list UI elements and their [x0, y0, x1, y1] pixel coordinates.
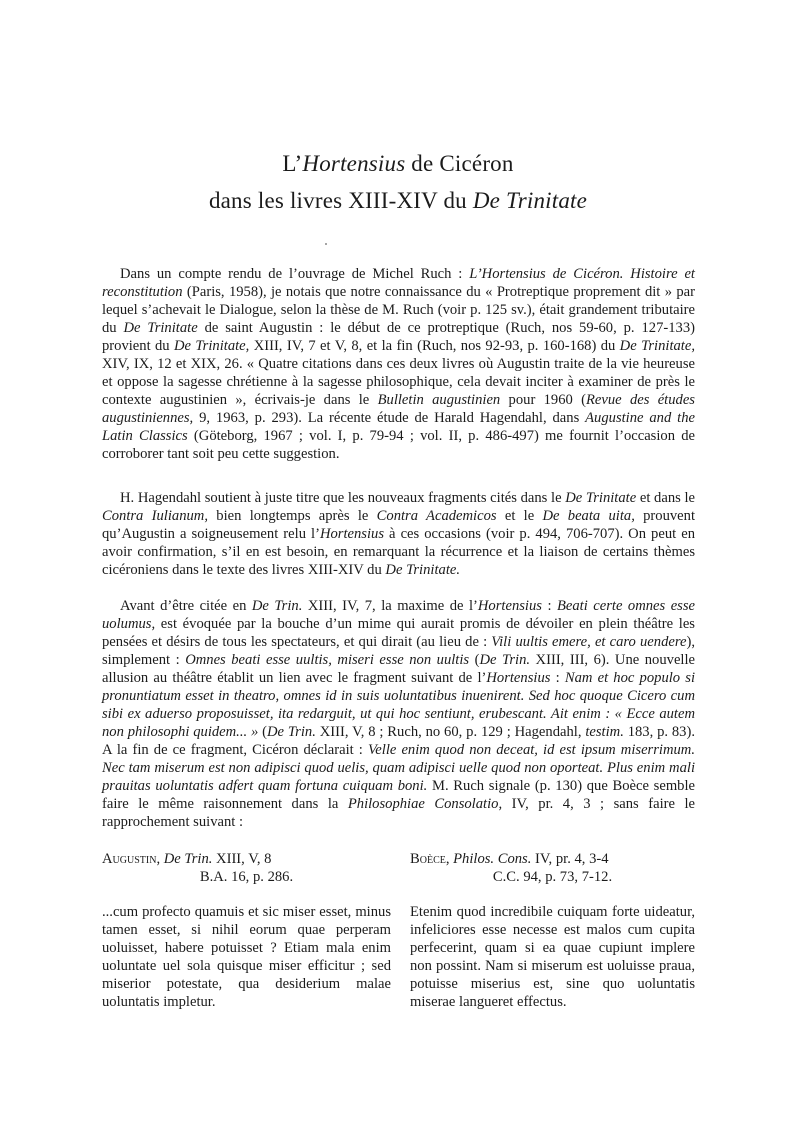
paragraph-3 [102, 597, 695, 831]
augustin-reference [102, 850, 391, 868]
augustin-quote: ...cum profecto quamuis et sic miser esset, minus tamen esset, si nihil eorum quae perperam uoluisset, habere potuisset ? Etiam mala enim uoluntate uel sola quisque miser efficitur ; sed miserior potestate, qua desiderium malae uoluntatis impletur. [102, 904, 391, 1010]
text-run: XIV, IX, 12 et XIX, 26. « Quatre citations dans ces deux livres où Augustin traite de la vie heureuse et oppose la sagesse chrétienne à la sagesse philosophique, cela devait inciter à examiner de près le contexte augustinien », écrivais-je dans le [102, 356, 695, 408]
italic-run: Philos. Cons. [453, 851, 532, 867]
text-run: 9, 1963, p. 293). La récente étude de Harald Hagendahl, dans [193, 410, 586, 426]
italic-run: Augustine and the Latin Classics [102, 410, 695, 444]
italic-run: De Trin. [251, 598, 303, 614]
text-run: bien longtemps après le [208, 508, 377, 524]
author-name: Augustin [102, 851, 157, 867]
text-run: M. Ruch signale (p. 130) que Boèce semble faire le même raisonnement dans la [102, 778, 695, 812]
italic-run: Hortensius [319, 526, 385, 542]
italic-run: De Trinitate. [385, 562, 460, 578]
text-run: XIII, V, 8 [212, 851, 272, 867]
text-run: : [541, 598, 557, 614]
text-run: Avant d’être citée en [120, 598, 252, 614]
italic-run: De Trin. [479, 652, 531, 668]
text-run: est évoquée par la bouche d’un mime qui aurait promis de dévoiler en plein théâtre les pensées et désirs de tous les spectateurs, et qui dirait (au lieu de : [102, 616, 695, 650]
italic-run: De Trinitate, [619, 338, 695, 354]
italic-run: Omnes beati esse uultis, miseri esse non uultis [185, 652, 470, 668]
italic-run: Contra Academicos [376, 508, 497, 524]
italic-run: Velle enim quod non deceat, id est ipsum miserrimum. Nec tam miserum est non adipisci quod uelis, quam adipisci uelle quod non oporteat. Plus enim mali prauitas uoluntatis adfert quam fortuna cuiquam boni. [102, 742, 695, 794]
italic-run: L’Hortensius de Cicéron. Histoire et reconstitution [102, 266, 695, 300]
text-run: , [445, 851, 454, 867]
paragraph-2 [102, 489, 695, 579]
italic-run: De Trin. [163, 851, 213, 867]
text-run: XIII, V, 8 ; Ruch, no 60, p. 129 ; Hagendahl, [315, 724, 586, 740]
italic-run: Contra Iulianum, [102, 508, 208, 524]
italic-run: De Trinitate [565, 490, 637, 506]
column-boece [410, 850, 695, 1011]
title-de-trinitate: De Trinitate [472, 188, 588, 213]
boece-quote: Etenim quod incredibile cuiquam forte uideatur, infeliciores esse necesse est malos cum cupita perfecerint, quam si ea quae cupiunt implere non possint. Nam si miserum est uoluisse praua, potuisse miserius est, sine quo uoluntatis miserae langueret effectus. [410, 904, 695, 1010]
text-run: ( [469, 652, 480, 668]
text-run: et le [496, 508, 543, 524]
italic-run: Hortensius [477, 598, 542, 614]
italic-run: Beati certe omnes esse uolumus, [102, 598, 696, 632]
text-run: : [550, 670, 565, 686]
text-run: IV, pr. 4, 3-4 [531, 851, 609, 867]
italic-run: Nam et hoc populo si pronuntiatum esset in theatro, omnes id in suis uoluntatibus inuenirent. Sed hoc quoque Cicero cum sibi ex aduerso proposuisset, ita redarguit, ut qui hoc sentiunt, erubescant. Ait enim : « Ecce autem non philosophi quidem... » [102, 670, 695, 740]
text-run: XIII, III, 6). Une nouvelle allusion au théâtre établit un lien avec le fragment suivant de l’ [102, 652, 696, 686]
title-suffix: de Cicéron [405, 151, 514, 176]
text-run: de saint Augustin : le début de ce protreptique (Ruch, nos 59-60, p. 127-133) provient du [102, 320, 695, 354]
italic-run: Revue des études augustiniennes, [102, 392, 695, 426]
boece-reference [410, 850, 695, 868]
text-run: IV, pr. 4, 3 ; sans faire le rapprochement suivant : [102, 796, 695, 830]
text-run: prouvent qu’Augustin a soigneusement relu l’ [102, 508, 696, 542]
text-run: ), simplement : [102, 634, 695, 668]
italic-run: De beata uita, [542, 508, 635, 524]
italic-run: Philosophiae Consolatio, [347, 796, 503, 812]
italic-run: Vili uultis emere, et caro uendere [491, 634, 687, 650]
title-books: dans les livres XIII-XIV du [208, 188, 473, 213]
text-run: H. Hagendahl soutient à juste titre que les nouveaux fragments cités dans le [120, 490, 566, 506]
italic-run: Bulletin augustinien [377, 392, 501, 408]
text-run: et dans le [636, 490, 695, 506]
text-run: Dans un compte rendu de l’ouvrage de Michel Ruch : [120, 266, 470, 282]
boece-edition: C.C. 94, p. 73, 7-12. [492, 869, 613, 885]
italic-run: testim. [585, 724, 624, 740]
italic-run: De Trin. [267, 724, 316, 740]
text-run: (Paris, 1958), je notais que notre connaissance du « Protreptique proprement dit » par lequel s’achevait le Dialogue, selon la thèse de M. Ruch (voir p. 125 sv.), était grandement tributaire du [102, 284, 695, 336]
article-title-line-2 [0, 187, 796, 215]
italic-run: Hortensius [486, 670, 551, 686]
text-run: 183, p. 83). A la fin de ce fragment, Cicéron déclarait : [102, 724, 695, 758]
ornament-dot [325, 243, 327, 245]
column-augustin [102, 850, 391, 1011]
text-run: pour 1960 ( [500, 392, 586, 408]
text-run: , [156, 851, 164, 867]
article-title-line-1 [0, 150, 796, 178]
italic-run: De Trinitate [123, 320, 198, 336]
title-prefix: L’ [282, 151, 303, 176]
text-run: (Göteborg, 1967 ; vol. I, p. 79-94 ; vol. II, p. 486-497) me fournit l’occasion de corroborer tant soit peu cette suggestion. [102, 428, 695, 462]
paragraph-1 [102, 265, 695, 463]
text-run: XIII, IV, 7 et V, 8, et la fin (Ruch, nos 92-93, p. 160-168) du [249, 338, 620, 354]
text-run: XIII, IV, 7, la maxime de l’ [302, 598, 478, 614]
title-hortensius: Hortensius [302, 151, 406, 176]
italic-run: De Trinitate, [173, 338, 250, 354]
author-name: Boèce [410, 851, 446, 867]
text-run: ( [258, 724, 267, 740]
augustin-edition: B.A. 16, p. 286. [199, 869, 294, 885]
text-run: à ces occasions (voir p. 494, 706-707). On peut en avoir confirmation, s’il en est besoin, en remarquant la récurrence et la liaison de certains thèmes cicéroniens dans le texte des livres XIII-XIV du [102, 526, 695, 578]
